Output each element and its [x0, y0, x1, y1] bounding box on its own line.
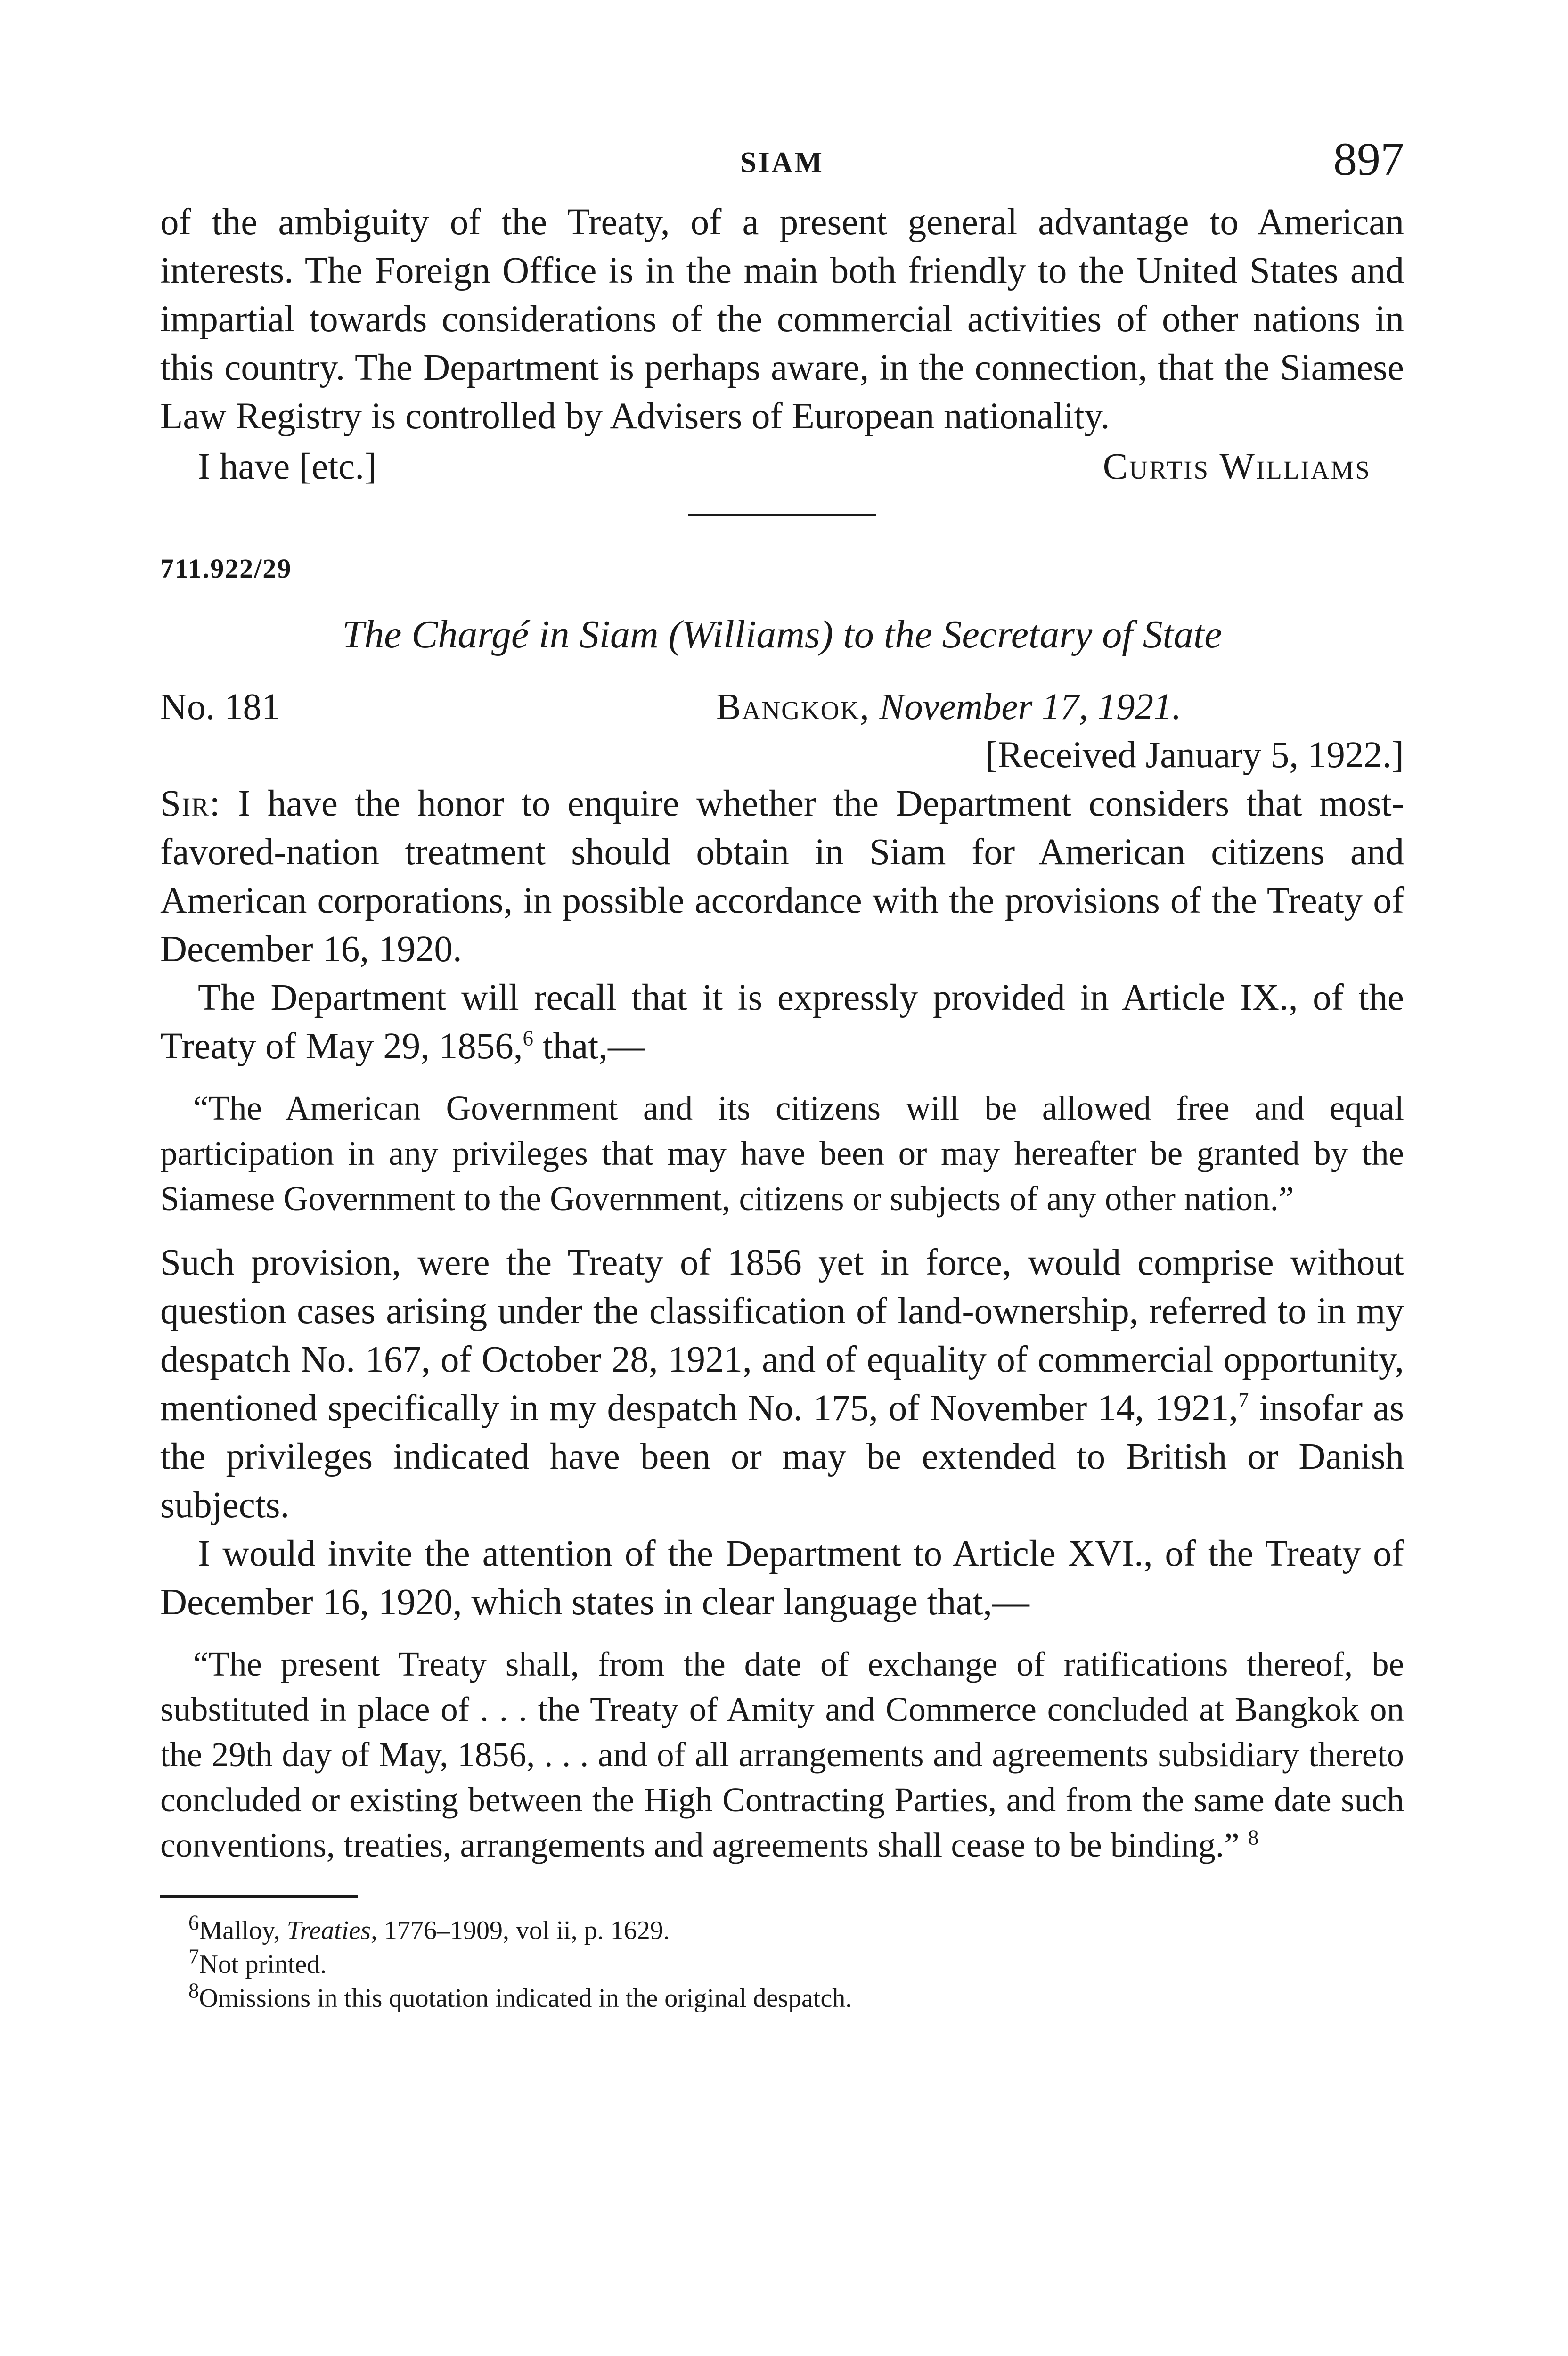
footnote-8	[188, 1981, 1404, 2015]
footnote-6	[188, 1911, 1404, 1947]
footnote-ref-7: 7	[1238, 1388, 1249, 1412]
page-header	[160, 132, 1404, 198]
footnote-ref-8: 8	[1248, 1825, 1259, 1849]
signature: Curtis Williams	[1102, 446, 1371, 487]
footnote-divider	[160, 1895, 358, 1898]
footnote-mark: 7	[188, 1945, 199, 1969]
footnote-text: Malloy,	[199, 1916, 287, 1945]
running-head: SIAM	[740, 147, 824, 179]
quotation-2	[160, 1642, 1404, 1868]
footnote-ref-6: 6	[523, 1026, 533, 1050]
paragraph-3-end: insofar as the privileges indicated have been or may be extended to British or Danish subjects.	[160, 1388, 1405, 1526]
footnote-italic: Treaties,	[286, 1916, 378, 1945]
paragraph-2	[160, 973, 1404, 1071]
footnote-text: Omissions in this quotation indicated in the original despatch.	[199, 1984, 852, 2013]
salutation: Sir:	[160, 783, 221, 824]
quotation-2-text: “The present Treaty shall, from the date of exchange of ratifications thereof, be substituted in place of . . . the Treaty of Amity and Commerce concluded at Bangkok on the 29th day of May, 1856, . . . and of all arrangements and agreements subsidiary thereto concluded or existing between the High Contracting Parties, and from the same date such conventions, treaties, arrangements and agreements shall cease to be binding.”	[160, 1645, 1404, 1864]
despatch-number: No. 181	[160, 687, 280, 728]
paragraph-1	[160, 779, 1404, 973]
continuation-paragraph: of the ambiguity of the Treaty, of a present general advantage to American interests. The Foreign Office is in the main both friendly to the United States and impartial towards considerations of the commercial activities of other nations in this country. The Department is perhaps aware, in the connection, that the Siamese Law Registry is controlled by Advisers of European nationality.	[160, 202, 1404, 437]
received-date: [Received January 5, 1922.]	[985, 735, 1404, 776]
place: Bangkok,	[716, 687, 870, 728]
file-number: 711.922/29	[160, 553, 292, 584]
footnote-7	[188, 1947, 1404, 1981]
paragraph-3-text: Such provision, were the Treaty of 1856 yet in force, would comprise without question cases arising under the classification of land-ownership, referred to in my despatch No. 167, of October 28, 1921, and of equality of commercial opportunity, mentioned specifically in my despatch No. 175, of November 14, 1921,	[160, 1242, 1404, 1429]
section-divider	[688, 514, 876, 516]
signoff	[160, 442, 1404, 491]
place-date	[716, 683, 1181, 731]
paragraph-2-end: that,—	[533, 1026, 645, 1067]
footnote-mark: 6	[188, 1911, 199, 1935]
page-number: 897	[1333, 133, 1404, 185]
quotation-1: “The American Government and its citizens will be allowed free and equal participation in any privileges that may have been or may hereafter be granted by the Siamese Government to the Government, citizens or subjects of any other nation.”	[160, 1089, 1404, 1218]
paragraph-4: I would invite the attention of the Department to Article XVI., of the Treaty of December 16, 1920, which states in clear language that,—	[160, 1533, 1404, 1623]
footnote-text: Not printed.	[199, 1950, 327, 1979]
paragraph-3	[160, 1238, 1404, 1530]
footnote-text-end: 1776–1909, vol ii, p. 1629.	[377, 1916, 670, 1945]
date: November 17, 1921.	[879, 687, 1182, 728]
closing: I have [etc.]	[198, 446, 377, 487]
paragraph-1-text: I have the honor to enquire whether the Department considers that most-favored-nation treatment should obtain in Siam for American citizens and American corporations, in possible accordance with the provisions of the Treaty of December 16, 1920.	[160, 783, 1405, 970]
dateline	[160, 683, 1404, 735]
paragraph-2-text: The Department will recall that it is expressly provided in Article IX., of the Treaty of May 29, 1856,	[160, 977, 1404, 1067]
footnote-mark: 8	[188, 1979, 199, 2003]
footnotes	[160, 1911, 1404, 2015]
document-title: The Chargé in Siam (Williams) to the Secretary of State	[342, 613, 1222, 656]
document-page	[160, 132, 1404, 2015]
